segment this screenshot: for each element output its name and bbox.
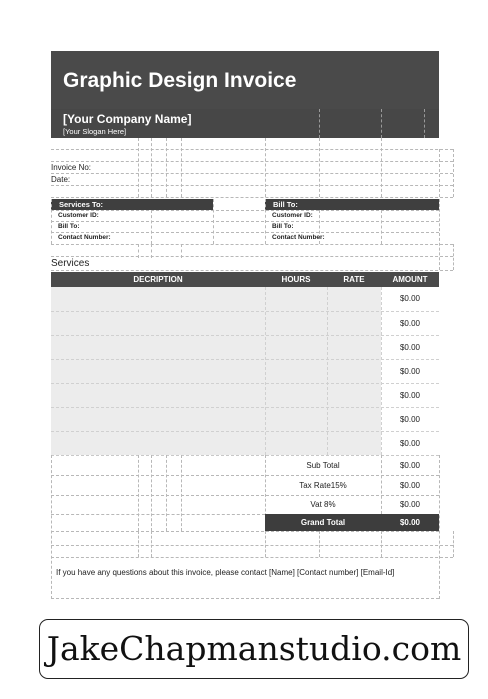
header-description: DECRIPTION bbox=[133, 275, 183, 284]
grid-line bbox=[319, 531, 320, 557]
company-name: [Your Company Name] bbox=[63, 112, 192, 126]
line-amount: $0.00 bbox=[399, 294, 421, 303]
grid-line bbox=[138, 138, 139, 197]
line-amount: $0.00 bbox=[399, 367, 421, 376]
grid-line bbox=[453, 531, 454, 557]
line-amount: $0.00 bbox=[399, 391, 421, 400]
billto-bill-to-label: Bill To: bbox=[272, 223, 294, 230]
date-label: Date: bbox=[51, 175, 71, 184]
grid-line bbox=[381, 109, 382, 138]
line-amount: $0.00 bbox=[399, 439, 421, 448]
grid-line bbox=[51, 514, 265, 515]
grid-line bbox=[319, 138, 320, 197]
grand-total-value: $0.00 bbox=[399, 518, 421, 527]
billto-customer-id-label: Customer ID: bbox=[272, 212, 313, 219]
grid-line bbox=[181, 138, 182, 197]
subtotal-label: Sub Total bbox=[306, 461, 340, 470]
grid-line bbox=[51, 244, 453, 245]
services-customer-id-label: Customer ID: bbox=[58, 212, 99, 219]
grid-line bbox=[381, 531, 382, 557]
line-amount: $0.00 bbox=[399, 343, 421, 352]
title-banner bbox=[51, 51, 439, 109]
subtotal-value: $0.00 bbox=[399, 461, 421, 470]
grid-line bbox=[265, 138, 266, 197]
grid-line bbox=[51, 185, 453, 186]
grid-line bbox=[138, 244, 139, 258]
grid-line bbox=[166, 138, 167, 197]
grid-line bbox=[439, 455, 440, 599]
grid-line bbox=[424, 109, 425, 138]
services-title: Services bbox=[51, 258, 90, 269]
invoice-sheet bbox=[51, 51, 439, 599]
grid-line bbox=[265, 199, 266, 244]
services-table-header bbox=[51, 272, 439, 287]
grand-total-label: Grand Total bbox=[300, 518, 346, 527]
watermark-text: JakeChapmanstudio.com bbox=[46, 629, 462, 668]
services-to-heading: Services To: bbox=[51, 199, 213, 210]
grid-line bbox=[265, 531, 266, 557]
tax-value: $0.00 bbox=[399, 481, 421, 490]
services-bill-to-label: Bill To: bbox=[58, 223, 80, 230]
header-amount: AMOUNT bbox=[392, 275, 428, 284]
grid-line bbox=[151, 531, 152, 557]
grid-line bbox=[181, 455, 182, 531]
vat-label: Vat 8% bbox=[310, 500, 336, 509]
invoice-title: Graphic Design Invoice bbox=[63, 69, 297, 92]
grid-line bbox=[319, 109, 320, 138]
grid-line bbox=[138, 531, 139, 557]
grid-line bbox=[439, 199, 440, 270]
billto-contact-label: Contact Number: bbox=[272, 234, 325, 241]
grand-total-row bbox=[265, 514, 439, 531]
invoice-no-label: Invoice No: bbox=[51, 163, 92, 172]
grid-line bbox=[51, 270, 453, 271]
grid-line bbox=[51, 557, 453, 558]
grid-line bbox=[151, 455, 152, 531]
grid-line bbox=[381, 138, 382, 197]
watermark-box bbox=[39, 619, 469, 679]
grid-line bbox=[453, 244, 454, 270]
grid-line bbox=[138, 455, 139, 531]
grid-line bbox=[181, 244, 182, 258]
grid-line bbox=[151, 244, 152, 258]
services-contact-label: Contact Number: bbox=[58, 234, 111, 241]
grid-line bbox=[151, 210, 152, 244]
grid-line bbox=[439, 149, 440, 197]
grid-line bbox=[51, 149, 453, 150]
grid-line bbox=[51, 545, 453, 546]
grid-line bbox=[51, 199, 52, 244]
grid-line bbox=[453, 149, 454, 197]
bill-to-heading: Bill To: bbox=[265, 199, 439, 210]
header-hours: HOURS bbox=[281, 275, 311, 284]
line-amount: $0.00 bbox=[399, 319, 421, 328]
header-rate: RATE bbox=[343, 275, 365, 284]
grid-line bbox=[51, 256, 453, 257]
grid-line bbox=[213, 199, 214, 244]
tax-label: Tax Rate15% bbox=[299, 481, 347, 490]
vat-value: $0.00 bbox=[399, 500, 421, 509]
table-col-line bbox=[265, 287, 266, 455]
grid-line bbox=[51, 173, 453, 174]
grid-line bbox=[51, 455, 52, 599]
grid-line bbox=[51, 197, 453, 198]
company-slogan: [Your Slogan Here] bbox=[63, 127, 127, 136]
grid-line bbox=[381, 210, 382, 244]
line-amount: $0.00 bbox=[399, 415, 421, 424]
grid-line bbox=[151, 138, 152, 197]
grid-line bbox=[166, 455, 167, 531]
grid-line bbox=[51, 598, 439, 599]
table-col-line bbox=[327, 287, 328, 455]
grid-line bbox=[51, 161, 453, 162]
footer-note: If you have any questions about this invoice, please contact [Name] [Contact number] [Email-Id] bbox=[56, 568, 395, 577]
